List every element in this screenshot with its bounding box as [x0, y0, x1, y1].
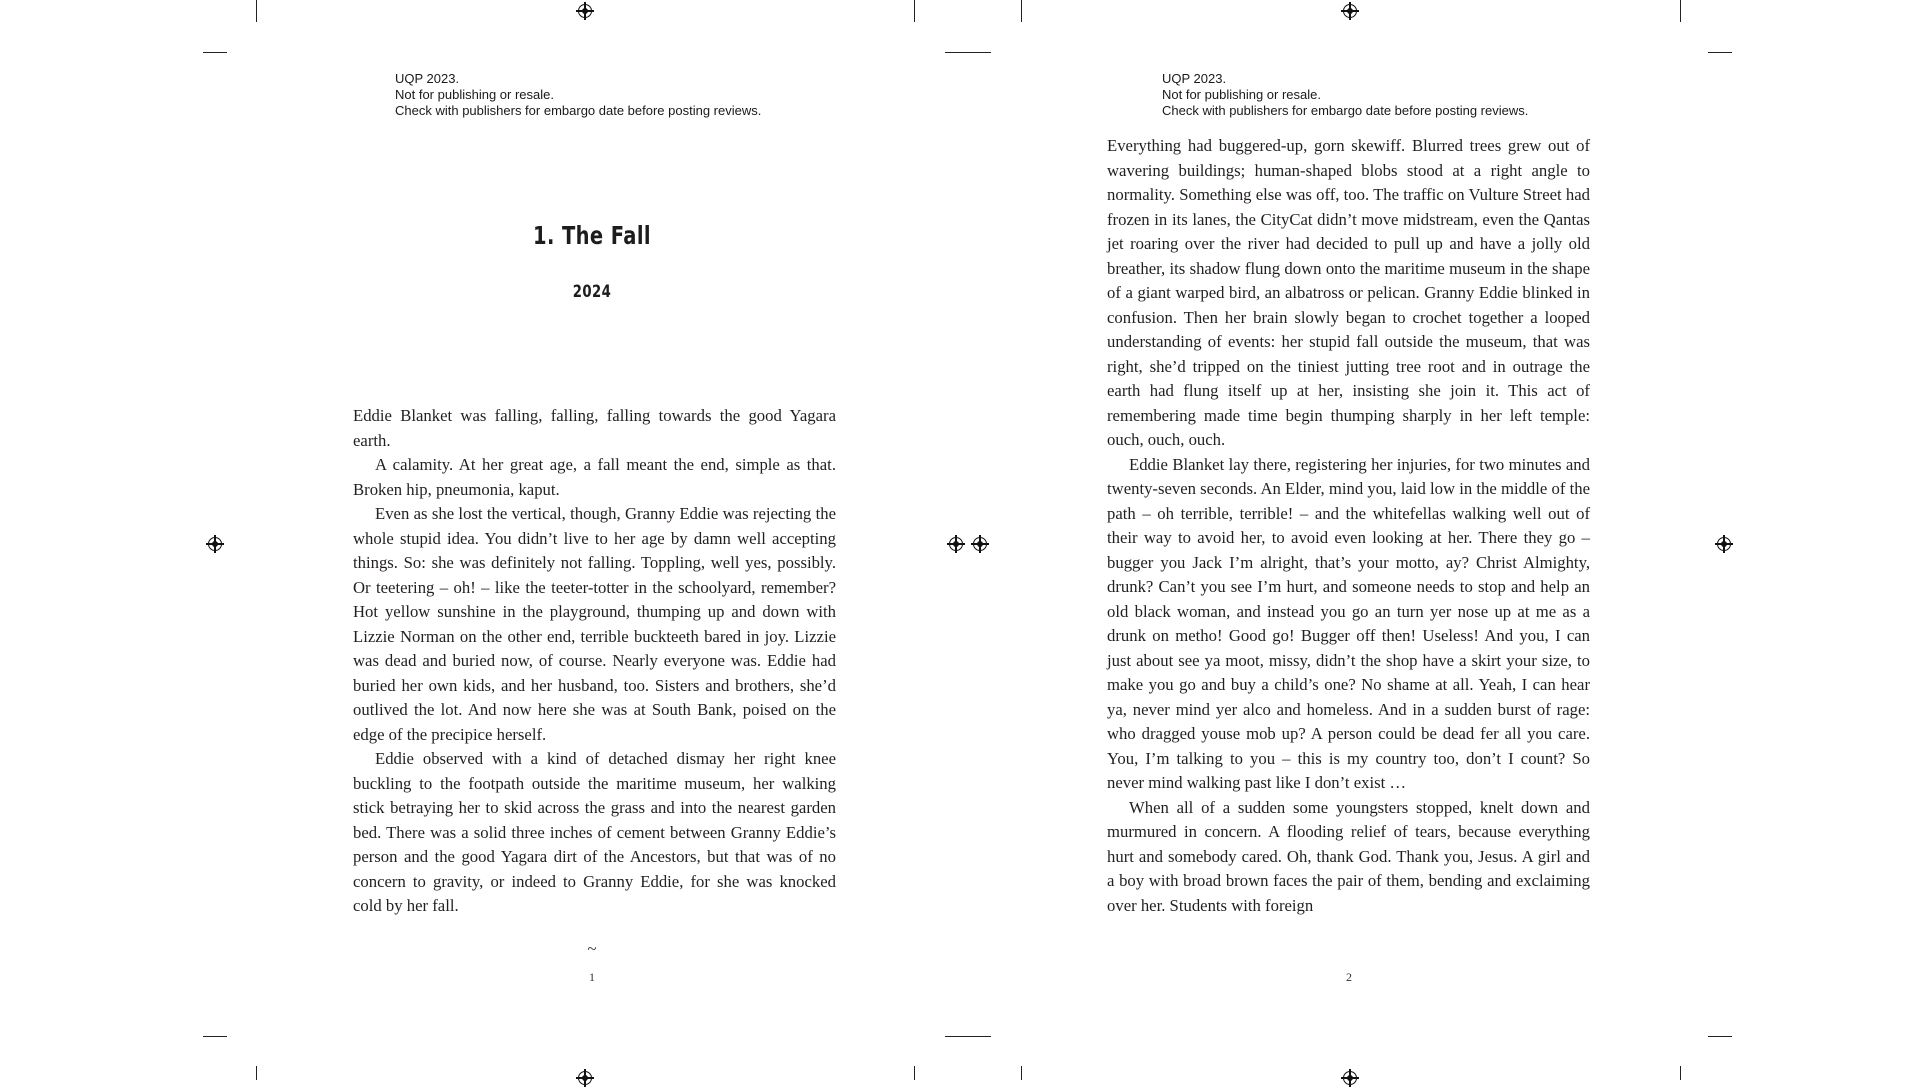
notice-line: Check with publishers for embargo date before posting reviews.: [395, 103, 762, 118]
paragraph: Eddie Blanket lay there, registering her injuries, for two minutes and twenty-seven seconds. An Elder, mind you, laid low in the middle of the path – oh terrible, terrible! – and the whitefellas walking well out of their way to avoid her, to avoid even looking at her. There they go – bugger you Jack I’m alright, that’s your motto, ay? Christ Almighty, drunk? Can’t you see I’m hurt, and someone needs to stop and help an old black woman, and instead you go an turn yer nose up at me as a drunk on metho! Good go! Bugger off then! Useless! And you, I can just about see ya moot, missy, didn’t the shop have a skirt your size, to make you go and buy a child’s one? No shame at all. Yeah, I can hear ya, never mind yer alco and homeless. And in a sudden burst of rage: who dragged youse mob up? A person could be dead fer all you care. You, I’m talking to you – this is my country too, don’t I count? So never mind walking past like I don’t exist …: [1107, 454, 1590, 792]
notice-line: Not for publishing or resale.: [395, 87, 554, 102]
paragraph: A calamity. At her great age, a fall meant the end, simple as that. Broken hip, pneumonia, kaput.: [353, 455, 836, 499]
registration-mark-icon: [1343, 4, 1357, 18]
paragraph: Even as she lost the vertical, though, Granny Eddie was rejecting the whole stupid idea. You didn’t live to her age by damn well accepting things. So: she was definitely not falling. Toppling, well yes, possibly. Or teetering – oh! – like the teeter-totter in the schoolyard, remember? Hot yellow sunshine in the playground, thumping up and down with Lizzie Norman on the other end, terrible buckteeth bared in joy. Lizzie was dead and buried now, of course. Nearly everyone was. Eddie had buried her own kids, and her husband, too. Sisters and brothers, she’d outlived the lot. And now here she was at South Bank, poised on the edge of the precipice herself.: [353, 504, 836, 744]
registration-mark-icon: [1717, 537, 1731, 551]
crop-mark: [1021, 1066, 1022, 1080]
notice-line: UQP 2023.: [395, 71, 460, 86]
paragraph: Eddie observed with a kind of detached dismay her right knee buckling to the footpath outside the maritime museum, her walking stick betraying her to skid across the grass and into the nearest garden bed. There was a solid three inches of cement between Granny Eddie’s person and the good Yagara dirt of the Ancestors, but that was of no concern to gravity, or indeed to Granny Eddie, for she was knocked cold by her fall.: [353, 749, 836, 915]
notice-line: Not for publishing or resale.: [1162, 87, 1321, 102]
crop-mark: [1708, 1036, 1732, 1037]
paragraph: Eddie Blanket was falling, falling, falling towards the good Yagara earth.: [353, 406, 836, 450]
crop-mark: [1708, 52, 1732, 53]
crop-mark: [1680, 0, 1681, 22]
crop-mark: [203, 52, 227, 53]
registration-mark-icon: [949, 537, 963, 551]
page-number-right: 2: [1346, 970, 1352, 984]
crop-mark: [914, 1066, 915, 1080]
registration-mark-icon: [578, 1071, 592, 1085]
chapter-title: 1. The Fall: [533, 221, 651, 250]
paragraph: When all of a sudden some youngsters stopped, knelt down and murmured in concern. A flooding relief of tears, because everything hurt and somebody cared. Oh, thank God. Thank you, Jesus. A girl and a boy with broad brown faces the pair of them, bending and exclaiming over her. Students with foreign: [1107, 797, 1590, 915]
chapter-year: 2024: [572, 282, 612, 302]
crop-mark: [256, 1066, 257, 1080]
crop-mark: [945, 52, 991, 53]
left-page-body: [353, 404, 836, 919]
section-break: ~: [587, 939, 597, 958]
embargo-notice-left: [395, 71, 815, 119]
notice-line: Check with publishers for embargo date before posting reviews.: [1162, 103, 1529, 118]
right-page-body: [1107, 134, 1590, 918]
crop-mark: [256, 0, 257, 22]
crop-mark: [1680, 1066, 1681, 1080]
crop-mark: [945, 1036, 991, 1037]
registration-mark-icon: [973, 537, 987, 551]
notice-line: UQP 2023.: [1162, 71, 1227, 86]
paragraph: Everything had buggered-up, gorn skewiff. Blurred trees grew out of wavering buildings; human-shaped blobs stood at a right angle to normality. Something else was off, too. The traffic on Vulture Street had frozen in its lanes, the CityCat didn’t move midstream, even the Qantas jet roaring over the river had decided to pull up and have a jolly old breather, its shadow flung down onto the maritime museum in the shape of a giant warped bird, an albatross or pelican. Granny Eddie blinked in confusion. Then her brain slowly began to crochet together a looped understanding of events: her stupid fall outside the museum, that was right, she’d tripped on the tiniest jutting tree root and in outrage the earth had flung itself up at her, insisting she join it. This act of remembering made time begin thumping sharply in her left temple: ouch, ouch, ouch.: [1107, 136, 1590, 449]
registration-mark-icon: [1343, 1071, 1357, 1085]
page-number-left: 1: [589, 970, 595, 984]
embargo-notice-right: [1162, 71, 1582, 119]
registration-mark-icon: [578, 4, 592, 18]
crop-mark: [914, 0, 915, 22]
registration-mark-icon: [208, 537, 222, 551]
crop-mark: [203, 1036, 227, 1037]
crop-mark: [1021, 0, 1022, 22]
